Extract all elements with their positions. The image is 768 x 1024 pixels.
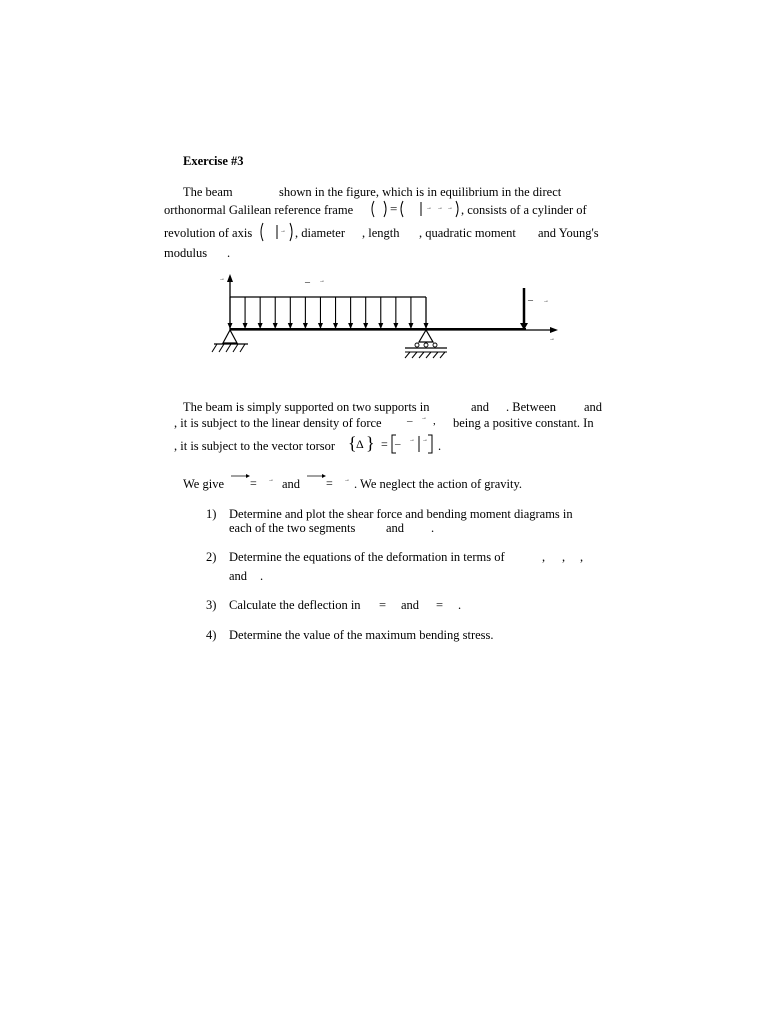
- svg-text:→: →: [421, 415, 427, 421]
- svg-text:→: →: [280, 228, 286, 234]
- intro-text: , consists of a cylinder of: [461, 203, 587, 217]
- question-text: .: [431, 521, 435, 535]
- svg-text:=: =: [250, 476, 257, 490]
- axis-formula: [259, 220, 295, 244]
- intro-text: shown in the figure, which is in equilibrium in the direct: [279, 185, 562, 199]
- y-axis-arrowhead: [227, 274, 233, 282]
- support-text: and: [584, 400, 603, 414]
- svg-text:→: →: [268, 477, 274, 483]
- load-label-vector: →: [319, 278, 325, 284]
- question-number: 1): [206, 507, 217, 521]
- question-comma: ,: [580, 550, 584, 564]
- question-number: 2): [206, 550, 217, 564]
- support-text: The beam is simply supported on two supports in: [183, 400, 430, 414]
- question-comma: ,: [542, 550, 546, 564]
- intro-text: revolution of axis: [164, 226, 253, 240]
- y-axis-vector-mark: →: [219, 276, 225, 282]
- intro-text: , quadratic moment: [419, 226, 516, 240]
- x-axis-arrowhead: [550, 327, 558, 333]
- given-text: and: [282, 477, 301, 491]
- question-text: and: [401, 598, 420, 612]
- question-text: .: [260, 569, 264, 583]
- intro-text: The beam: [183, 185, 233, 199]
- intro-text: orthonormal Galilean reference frame: [164, 203, 354, 217]
- svg-text:=: =: [390, 201, 398, 216]
- question-text: Determine the equations of the deformation in terms of: [229, 550, 505, 564]
- svg-text:→: →: [422, 437, 428, 443]
- question-text: Determine the value of the maximum bending stress.: [229, 628, 494, 642]
- distributed-load-arrows: [228, 297, 429, 329]
- svg-text:,: ,: [433, 415, 436, 427]
- svg-text:→: →: [409, 437, 415, 443]
- svg-text:→: →: [344, 477, 350, 483]
- intro-text: modulus: [164, 246, 208, 260]
- support-text: , it is subject to the linear density of force: [174, 416, 382, 430]
- support-text: , it is subject to the vector torsor: [174, 439, 336, 453]
- force-density-formula: [405, 412, 441, 428]
- given-text: . We neglect the action of gravity.: [354, 477, 523, 491]
- question-text: =: [379, 598, 387, 612]
- question-text: and: [229, 569, 248, 583]
- beam-diagram: [200, 268, 570, 368]
- intro-text: and Young's: [538, 226, 599, 240]
- x-axis-vector-mark: →: [549, 336, 555, 342]
- support-text: .: [438, 439, 442, 453]
- point-load: [520, 288, 549, 330]
- svg-text:→: →: [437, 205, 443, 211]
- svg-text:→: →: [543, 298, 549, 304]
- question-text: .: [458, 598, 462, 612]
- vector-ab-formula: [228, 472, 282, 490]
- load-label-minus: –: [305, 277, 310, 288]
- intro-text: , length: [362, 226, 400, 240]
- svg-text:→: →: [447, 205, 453, 211]
- intro-text: .: [227, 246, 231, 260]
- question-text: Determine and plot the shear force and bending moment diagrams in: [229, 507, 573, 521]
- vector-bc-formula: [304, 472, 360, 490]
- reference-frame-formula: [370, 198, 462, 220]
- question-text: =: [436, 598, 444, 612]
- svg-text:=: =: [381, 437, 388, 451]
- support-text: . Between: [506, 400, 556, 414]
- svg-text:Δ: Δ: [356, 437, 364, 451]
- question-text: Calculate the deflection in: [229, 598, 361, 612]
- svg-text:{: {: [348, 433, 357, 453]
- svg-text:}: }: [366, 433, 375, 453]
- question-comma: ,: [562, 550, 566, 564]
- svg-text:=: =: [326, 476, 333, 490]
- exercise-title: Exercise #3: [183, 154, 244, 168]
- left-support: [212, 330, 248, 352]
- right-support: [405, 330, 447, 358]
- svg-text:–: –: [407, 415, 413, 427]
- question-text: each of the two segments: [229, 521, 356, 535]
- vector-torsor-formula: [348, 432, 440, 456]
- support-text: and: [471, 400, 490, 414]
- given-text: We give: [183, 477, 224, 491]
- question-text: and: [386, 521, 405, 535]
- svg-text:–: –: [395, 438, 401, 450]
- support-text: being a positive constant. In: [453, 416, 594, 430]
- intro-text: , diameter: [295, 226, 345, 240]
- question-number: 4): [206, 628, 217, 642]
- question-number: 3): [206, 598, 217, 612]
- svg-text:–: –: [528, 295, 533, 306]
- svg-text:→: →: [426, 205, 432, 211]
